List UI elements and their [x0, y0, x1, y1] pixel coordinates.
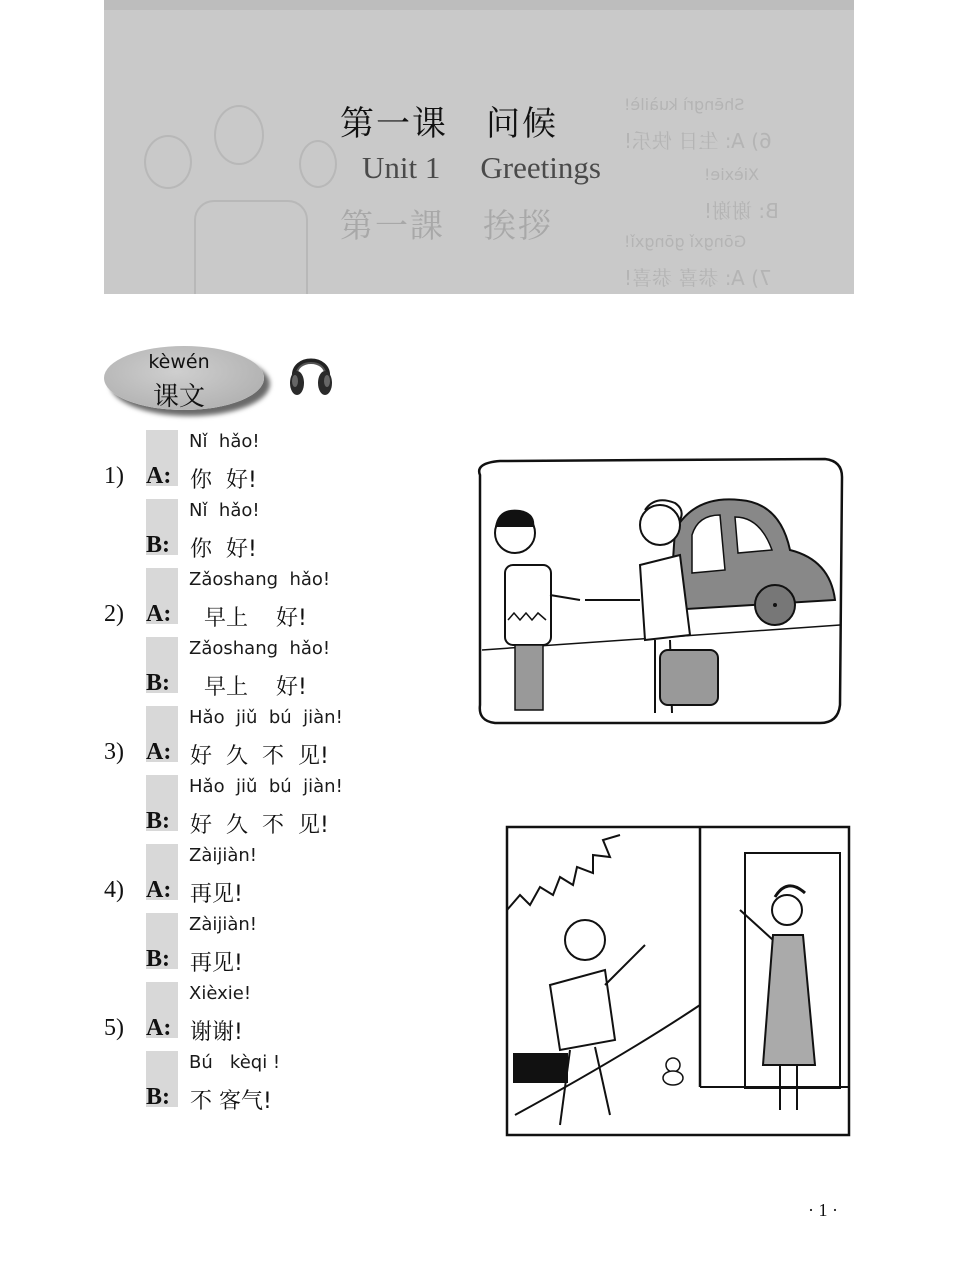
speaker-b: B:: [146, 532, 170, 558]
pinyin-line: Nǐ hǎo!: [189, 500, 260, 521]
speaker-a: A:: [146, 463, 172, 489]
pinyin-line: Xièxie!: [189, 983, 252, 1004]
lesson-number-secondary: 第一課: [340, 206, 445, 245]
section-badge-text: [104, 346, 264, 410]
hanzi-line: 你 好!: [190, 468, 257, 493]
ghost-figure-head: [214, 105, 264, 165]
ghost-figure-body: [194, 200, 308, 294]
speaker-b: B:: [146, 946, 170, 972]
ghost-text: Xièxie!: [704, 165, 760, 184]
lesson-banner: [104, 0, 854, 294]
dialogue-number: 5): [104, 1015, 124, 1041]
dialogue-number: 3): [104, 739, 124, 765]
banner-top-strip: [104, 0, 854, 10]
dialogue-number: 1): [104, 463, 124, 489]
hanzi-line: 谢谢!: [190, 1020, 243, 1045]
hanzi-line: 早上 好!: [190, 675, 307, 700]
hanzi-line: 好 久 不 见!: [190, 744, 329, 769]
section-pinyin: kèwén: [148, 351, 210, 373]
section-label: 课文: [152, 382, 205, 412]
pinyin-line: Zǎoshang hǎo!: [189, 638, 331, 659]
hanzi-line: 早上 好!: [190, 606, 307, 631]
speaker-b: B:: [146, 1084, 170, 1110]
unit-topic: Greetings: [480, 150, 601, 185]
pinyin-line: Zàijiàn!: [189, 914, 258, 935]
hanzi-line: 你 好!: [190, 537, 257, 562]
dialogue-number: 4): [104, 877, 124, 903]
ghost-text: 6) A: 生日 快乐!: [624, 129, 772, 153]
ghost-text: Gōngxǐ gōngxǐ!: [624, 232, 747, 251]
lesson-topic-secondary: 挨拶: [483, 206, 553, 245]
headphones-icon[interactable]: [286, 345, 336, 399]
dialogue-number: 2): [104, 601, 124, 627]
pinyin-line: Bú kèqi !: [189, 1052, 281, 1073]
page-number: · 1 ·: [808, 1200, 838, 1220]
speaker-a: A:: [146, 739, 172, 765]
ghost-text: B: 谢谢!: [704, 199, 779, 223]
speaker-a: A:: [146, 1015, 172, 1041]
speaker-b: B:: [146, 670, 170, 696]
ghost-text: 7) A: 恭喜 恭喜!: [624, 266, 772, 290]
pinyin-line: Zàijiàn!: [189, 845, 258, 866]
pinyin-line: Nǐ hǎo!: [189, 431, 260, 452]
hanzi-line: 再见!: [190, 951, 243, 976]
pinyin-line: Zǎoshang hǎo!: [189, 569, 331, 590]
lesson-title-en: [362, 150, 601, 186]
hanzi-line: 好 久 不 见!: [190, 813, 329, 838]
pinyin-line: Hǎo jiǔ bú jiàn!: [189, 776, 343, 797]
hanzi-line: 不 客气!: [190, 1089, 272, 1114]
lesson-title-secondary: [340, 200, 553, 247]
lesson-title-cn: [340, 96, 558, 145]
lesson-number-cn: 第一课: [340, 104, 448, 144]
ghost-text: Shēngrì kuàilè!: [624, 95, 745, 114]
speaker-a: A:: [146, 877, 172, 903]
ghost-figure-head: [144, 135, 192, 189]
speaker-b: B:: [146, 808, 170, 834]
illustration-goodbye: [505, 825, 855, 1140]
lesson-topic-cn: 问候: [486, 104, 558, 144]
unit-number: Unit 1: [362, 150, 441, 185]
ghost-figure-head: [299, 140, 337, 188]
illustration-handshake: [470, 455, 850, 730]
hanzi-line: 再见!: [190, 882, 243, 907]
pinyin-line: Hǎo jiǔ bú jiàn!: [189, 707, 343, 728]
speaker-a: A:: [146, 601, 172, 627]
